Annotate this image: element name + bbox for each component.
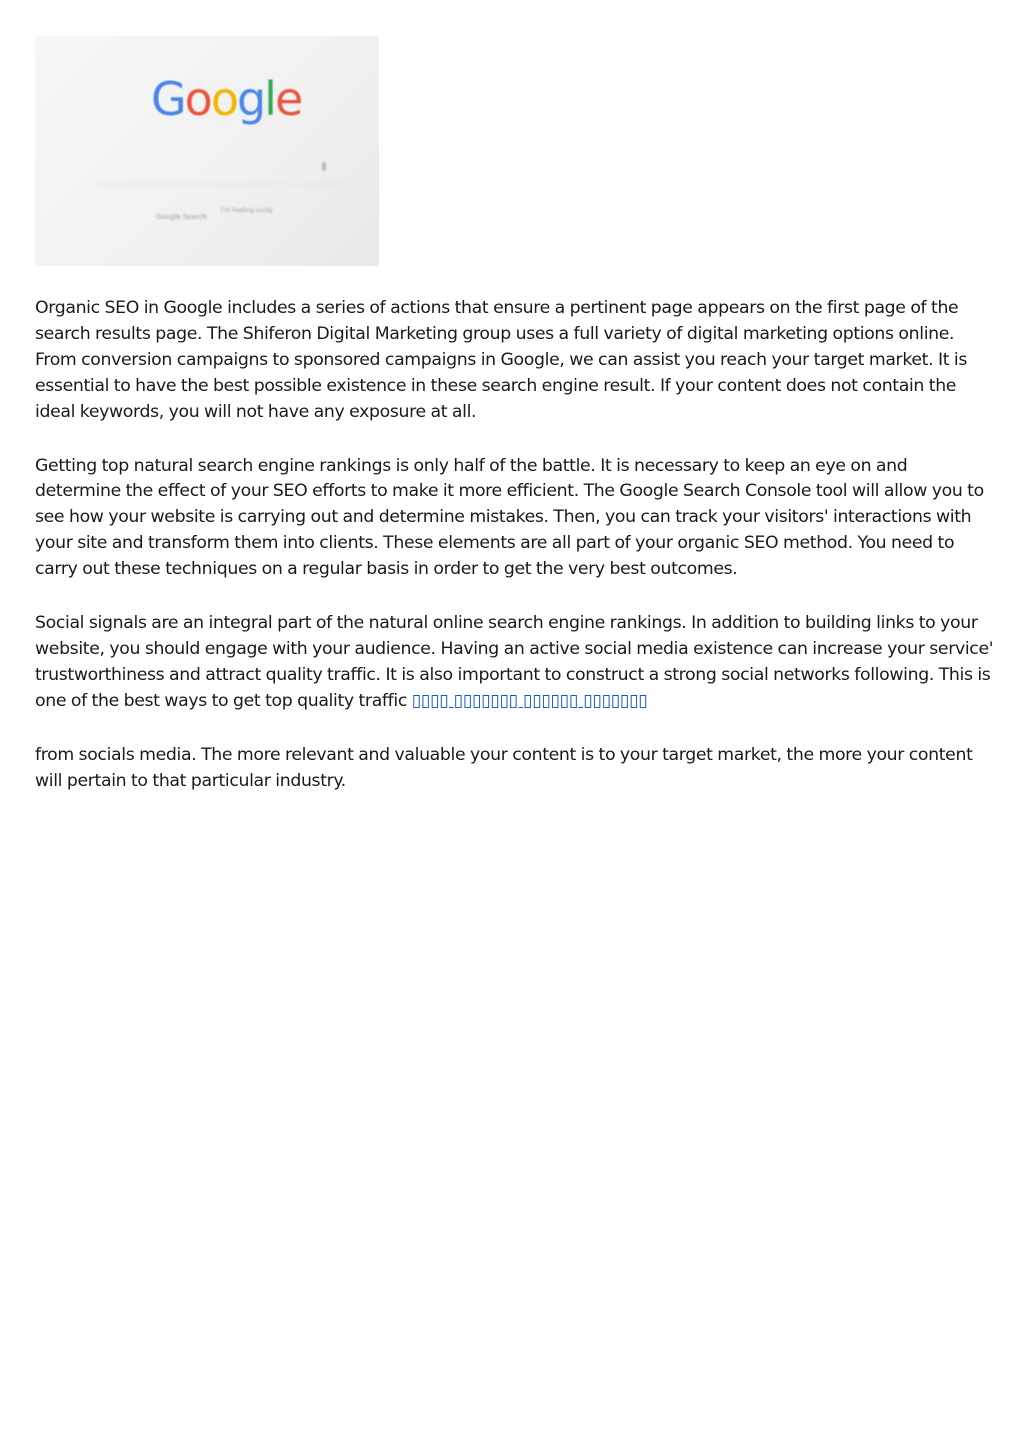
logo-letter: G <box>151 72 185 126</box>
logo-letter: e <box>274 72 302 126</box>
google-logo <box>151 72 302 126</box>
paragraph: from socials media. The more relevant and valuable your content is to your target market, the more your content will pertain to that particular industry. <box>35 744 973 791</box>
keyword-link[interactable]: ▯▯▯▯ ▯▯▯▯▯▯▯ ▯▯▯▯▯▯ ▯▯▯▯▯▯▯ <box>411 690 648 711</box>
paragraph-text: Social signals are an integral part of the natural online search engine rankings. In addition to building links to your website, you should engage with your audience. Having an active social media existence can increase your service' trustworthiness and attract quality traffic. It is also important to construct a strong social networks following. This is one of the best ways to get top quality traffic <box>35 613 994 711</box>
microphone-icon <box>322 162 326 171</box>
article-body <box>35 296 995 823</box>
paragraph <box>35 611 995 715</box>
paragraph: Organic SEO in Google includes a series of actions that ensure a pertinent page appears on the first page of the search results page. The Shiferon Digital Marketing group uses a full variety of digital marketing options online. From conversion campaigns to sponsored campaigns in Google, we can assist you reach your target market. It is essential to have the best possible existence in these search engine result. If your content does not contain the ideal keywords, you will not have any exposure at all. <box>35 298 967 422</box>
paragraph: Getting top natural search engine rankings is only half of the battle. It is necessary to keep an eye on and determine the effect of your SEO efforts to make it more efficient. The Google Search Console tool will allow you to see how your website is carrying out and determine mistakes. Then, you can track your visitors' interactions with your site and transform them into clients. These elements are all part of your organic SEO method. You need to carry out these techniques on a regular basis in order to get the very best outcomes. <box>35 455 984 580</box>
google-homepage-photo <box>35 36 379 266</box>
logo-letter: g <box>236 72 265 126</box>
search-box-line <box>95 184 345 185</box>
logo-letter: l <box>264 72 275 126</box>
google-search-button-label: Google Search <box>156 213 207 221</box>
logo-letter: o <box>210 72 237 126</box>
logo-letter: o <box>184 72 211 126</box>
feeling-lucky-button-label: I'm Feeling Lucky <box>221 207 273 214</box>
